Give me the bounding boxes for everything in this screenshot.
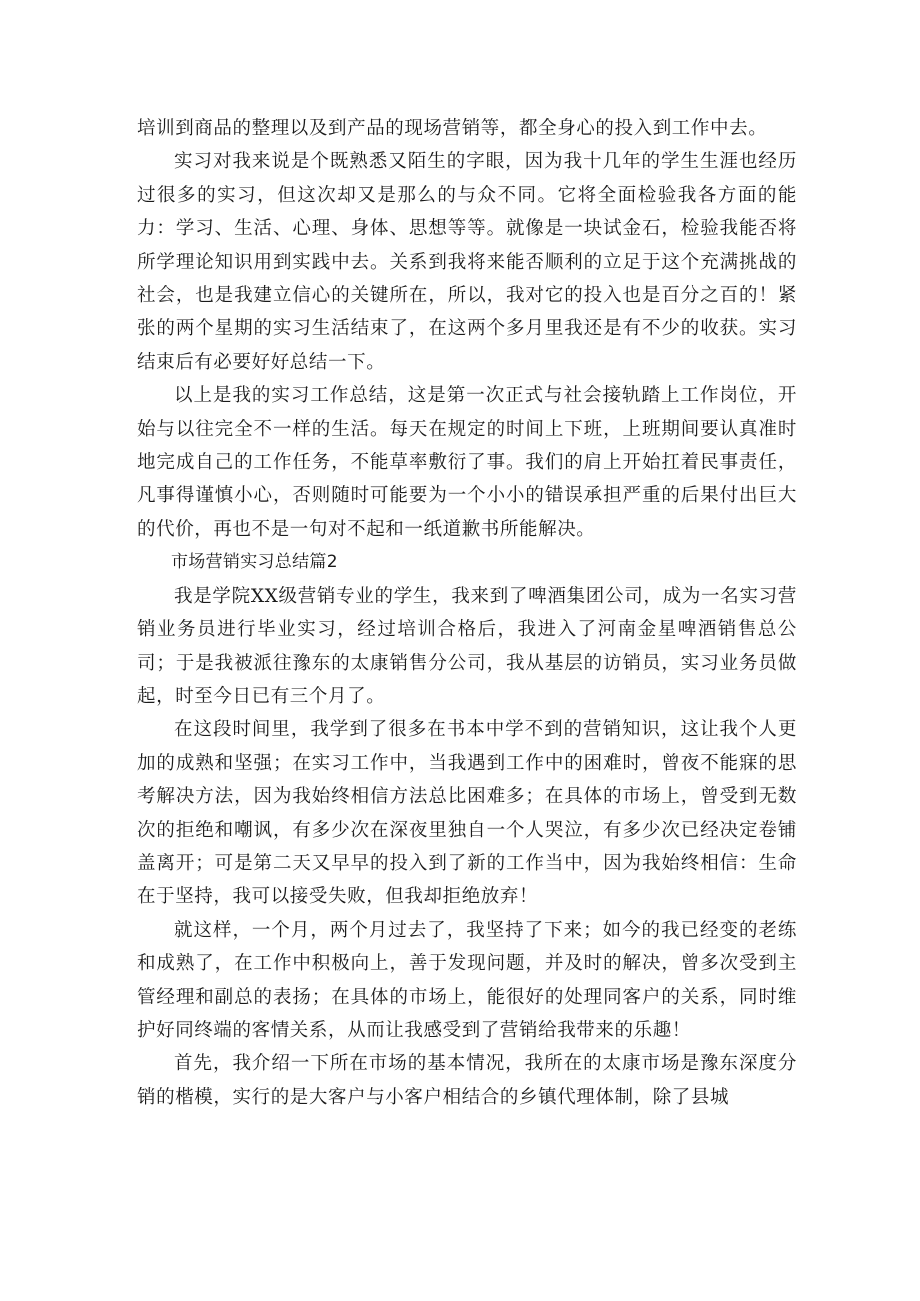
- paragraph-market-overview: 首先，我介绍一下所在市场的基本情况，我所在的太康市场是豫东深度分销的楷模，实行的是大客户与小客户相结合的乡镇代理体制，除了县城: [137, 1053, 797, 1108]
- paragraph-introduction: 我是学院XX级营销专业的学生，我来到了啤酒集团公司，成为一名实习营销业务员进行毕业实习，经过培训合格后，我进入了河南金星啤酒销售总公司；于是我被派往豫东的太康销售分公司，我从基层的访销员，实习业务员做起，时至今日已有三个月了。: [137, 585, 797, 707]
- paragraph-internship-meaning: 实习对我来说是个既熟悉又陌生的字眼，因为我十几年的学生生涯也经历过很多的实习，但这次却又是那么的与众不同。它将全面检验我各方面的能力：学习、生活、心理、身体、思想等等。就像是一块试金石，检验我能否将所学理论知识用到实践中去。关系到我将来能否顺利的立足于这个充满挑战的社会，也是我建立信心的关键所在，所以，我对它的投入也是百分之百的！紧张的两个星期的实习生活结束了，在这两个多月里我还是有不少的收获。实习结束后有必要好好总结一下。: [137, 151, 797, 373]
- paragraph-continuation: 培训到商品的整理以及到产品的现场营销等，都全身心的投入到工作中去。: [137, 118, 768, 139]
- paragraph-persistence: 就这样，一个月，两个月过去了，我坚持了下来；如今的我已经变的老练和成熟了，在工作中积极向上，善于发现问题，并及时的解决，曾多次受到主管经理和副总的表扬；在具体的市场上，能很好的处理同客户的关系，同时维护好同终端的客情关系，从而让我感受到了营销给我带来的乐趣！: [137, 919, 797, 1041]
- section-heading: 市场营销实习总结篇2: [171, 552, 338, 573]
- document-body: [137, 112, 797, 1114]
- paragraph-summary: 以上是我的实习工作总结，这是第一次正式与社会接轨踏上工作岗位，开始与以往完全不一样的生活。每天在规定的时间上下班，上班期间要认真准时地完成自己的工作任务，不能草率敷衍了事。我们的肩上开始扛着民事责任，凡事得谨慎小心，否则随时可能要为一个小小的错误承担严重的后果付出巨大的代价，再也不是一句对不起和一纸道歉书所能解决。: [137, 385, 797, 540]
- paragraph-learning: 在这段时间里，我学到了很多在书本中学不到的营销知识，这让我个人更加的成熟和坚强；在实习工作中，当我遇到工作中的困难时，曾夜不能寐的思考解决方法，因为我始终相信方法总比困难多；在具体的市场上，曾受到无数次的拒绝和嘲讽，有多少次在深夜里独自一个人哭泣，有多少次已经决定卷铺盖离开；可是第二天又早早的投入到了新的工作当中，因为我始终相信：生命在于坚持，我可以接受失败，但我却拒绝放弃！: [137, 719, 797, 908]
